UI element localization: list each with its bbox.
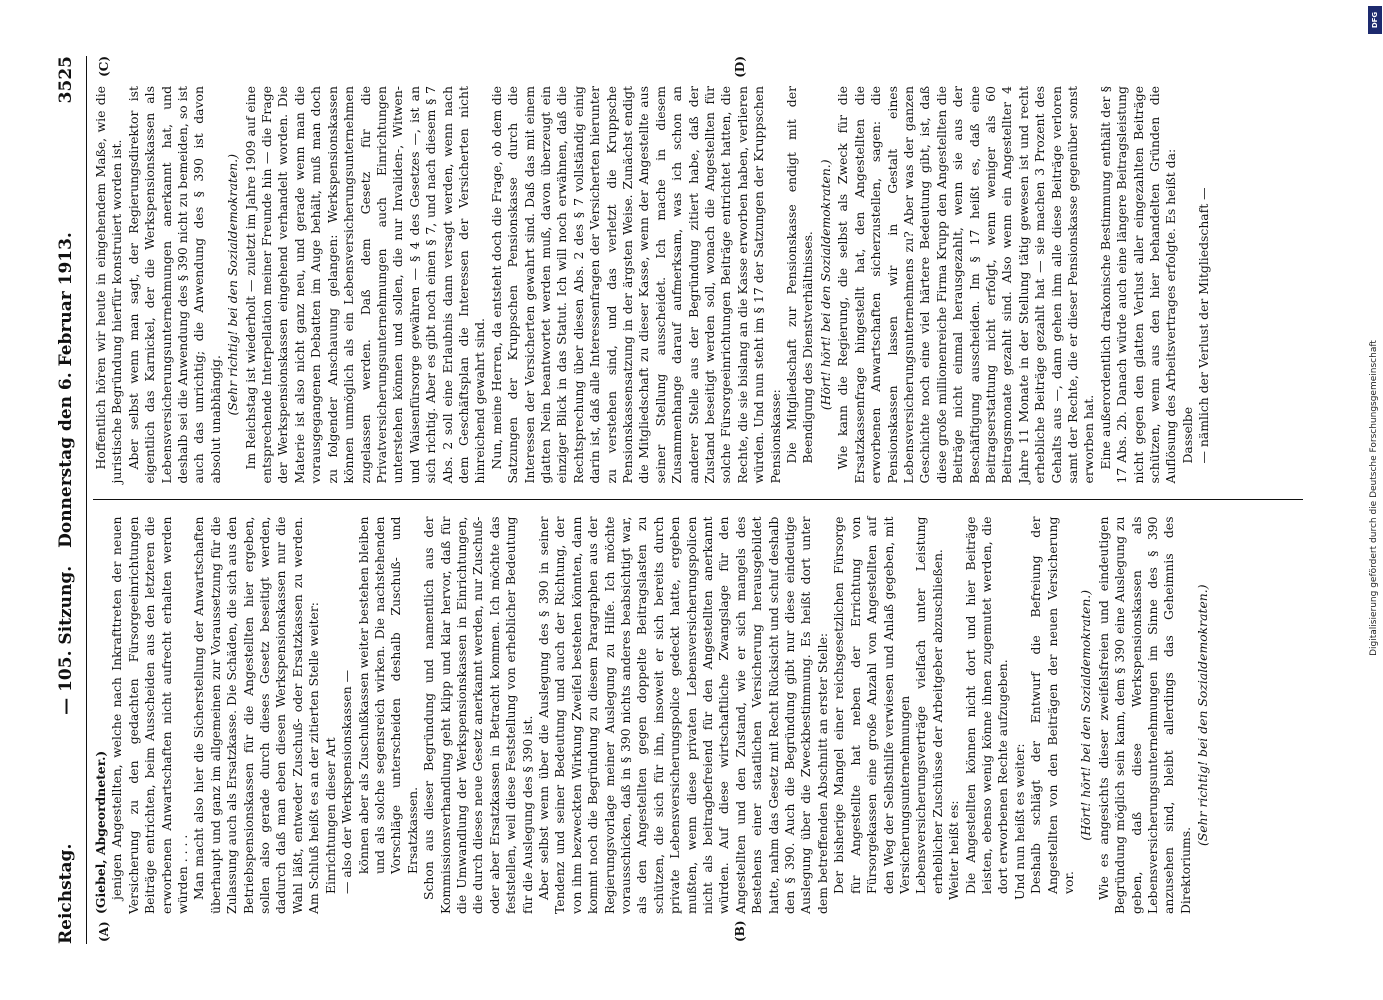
quoted-passage: Dasselbe [1179,406,1195,464]
paragraph: Aber selbst wenn über die Auslegung des § 390 in seiner Tendenz und seiner Bedeutung und auch der Richtung, der von ihm bezweckten Wirkung Zweifel bestehen könnten, dann kommt noch die Begründung zu diesem Paragraphen aus der Regierungsvorlage meiner Auslegung zu Hilfe. Ich möchte vorausschicken, daß in § 390 nichts anderes beabsichtigt war, als den Angestellten gegen doppelte Beitragslasten zu schützen, die sich für ihn, insoweit er sich bereits durch private Lebensversicherungspolice gedeckt hatte, ergeben mußten, wenn diese privaten Lebensversicherungspolicen nicht als beitragbefreiend für den Angestellten anerkannt würden. Auf diese wirtschaftliche Zwangslage für den Angestellten und den Zustand, wie er sich mangels des Bestehens einer staatlichen Versicherung herausgebildet hatte, nahm das Gesetz mit Recht Rücksicht und schuf deshalb den § 390. Auch die Begründung gibt nur diese eindeutige Auslegung über die Zweckbestimmung. Es heißt dort unter dem betreffenden Abschnitt an erster Stelle: [535,516,830,914]
quoted-passage: — nämlich der Verlust der Mitgliedschaft — [1195,187,1211,464]
speaker-line: (Giebel, Abgeordneter.) [92,750,108,914]
quoted-passage: Deshalb schlägt der Entwurf die Befreiung der Angestellten von den Beiträgen der neuen Versicherung vor. [1027,516,1076,894]
interjection: (Sehr richtig! bei den Sozialdemokraten.) [224,153,240,416]
header-rule [86,56,87,944]
margin-marker-d: (D) [732,56,747,78]
quoted-passage: können aber als Zuschußkassen weiter bestehen bleiben und als solche segensreich wirken. Die nachstehenden Vorschläge unterscheiden deshalb Zuschuß- und Ersatzkassen. [355,516,420,874]
quoted-passage: — also der Werkspensionskassen — [338,669,354,894]
dfg-logo [1368,6,1382,34]
paragraph: Aber selbst wenn man sagt, der Regierungsdirektor ist eigentlich das Karnickel, der die Werkspensionskassen als Lebensversicherungsunternehmungen anerkannt hat, und deshalb sei die Anwendung des § 390 nicht zu bemeiden, so ist auch das unrichtig; die Anwendung des § 390 ist davon absolut unabhängig. [125,86,223,484]
quoted-passage: Die Angestellten können nicht dort und hier Beiträge leisten, ebenso wenig könne ihnen zugemutet werden, die dort erworbenen Rechte aufzugeben. [962,516,1010,894]
quoted-passage: Einrichtungen dieser Art [322,737,338,894]
paragraph: Hoffentlich hören wir heute in eingehendem Maße, wie die juristische Begründung hierfür konstruiert worden ist. [92,86,124,484]
column-divider [93,500,1303,501]
interjection: (Hört! hört! bei den Sozialdemokraten.) [1077,589,1093,841]
header-center [56,103,76,843]
header-sitting: — 105. Sitzung. [55,565,76,715]
paragraph: Man macht also hier die Sicherstellung der Anwartschaften überhaupt und ganz im allgemeinen zur Voraussetzung für die Zulassung auch als Ersatzkasse. Die Schäden, die sich aus den Betriebspensionskassen für die Angestellten hier ergeben, sollen also gerade durch dieses Gesetz beseitigt werden, dadurch daß man eben diesen Werkspensionskassen nur die Wahl läßt, entweder Zuschuß- oder Ersatzkassen zu werden. Am Schluß heißt es an der zitierten Stelle weiter: [190,516,321,914]
paragraph: Weiter heißt es: [945,800,961,900]
stamp-text: Digitalisierung gefördert durch die Deutsche Forschungsgemeinschaft [1369,340,1379,656]
margin-marker-c: (C) [96,56,111,77]
paragraph: Wie es angesichts dieser zweifelsfreien und eindeutigen Begründung möglich sein kann, dem § 390 eine Auslegung zu geben, daß diese Werkspensionskassen als Lebensversicherungsunternehmungen im Sinne des § 390 anzusehen sind, bleibt allerdings das Geheimnis des Direktoriums. [1095,516,1193,914]
page-header [56,56,84,944]
paragraph: Und nun heißt es weiter: [1011,743,1027,900]
text-columns [93,56,1303,944]
digitization-stamp [1367,8,1381,988]
paragraph: Wie kann die Regierung, die selbst als Zweck für die Ersatzkassenfrage hingestellt hat, den Angestellten die erworbenen Anwartschaften sicherzustellen, sagen: die Pensionskassen lassen wir in Gestalt eines Lebensversicherungsunternehmens zu? Aber was der ganzen Geschichte noch eine viel härtere Bedeutung gibt, ist, daß diese große millionenreiche Firma Krupp den Angestellten die Beiträge nicht einmal herausgezahlt, wenn sie aus der Beschäftigung ausscheiden. Im § 17 heißt es, daß eine Beitragserstattung nicht erfolgt, wenn weniger als 60 Beitragsmonate gezahlt sind. Also wenn ein Angestellter 4 Jahre 11 Monate in der Stellung tätig gewesen ist und recht erhebliche Beiträge gezahlt hat — sie machen 3 Prozent des Gehalts aus —, dann gehen ihm alle diese Beiträge verloren samt der Rechte, die er dieser Pensionskasse gegenüber sonst erworben hat. [834,86,1096,484]
paragraph: Schon aus dieser Begründung und namentlich aus der Kommissionsverhandlung geht klipp und klar hervor, daß für die Umwandlung der Werkspensionskassen in Einrichtungen, die durch dieses neue Gesetz anerkannt werden, nur Zuschuß- oder aber Ersatzkassen in Betracht kommen. Ich möchte das feststellen, weil diese Feststellung von erheblicher Bedeutung für die Auslegung des § 390 ist. [420,516,535,914]
left-column [93,501,1303,945]
quoted-passage: Die Mitgliedschaft zur Pensionskasse endigt mit der Beendigung des Dienstverhältnisses. [783,86,815,464]
interjection: (Sehr richtig! bei den Sozialdemokraten.) [1194,584,1210,847]
header-left: Reichstag. [55,843,76,944]
paragraph: Nun, meine Herren, da entsteht doch die Frage, ob dem die Satzungen der Kruppschen Pensionskasse durch die Interessen der Versicherten gewahrt sind. Daß das mit einem glatten Nein beantwortet werden muß, davon überzeugt ein einziger Blick in das Statut. Ich will noch erwähnen, daß die Rechtsprechung über diesen Abs. 2 des § 7 vollständig einig darin ist, daß alle Interessenfragen der Versicherten hierunter zu verstehen sind, und das verletzt die Kruppsche Pensionskassensatzung in der ärgsten Weise. Zunächst endigt die Mitgliedschaft zu dieser Kasse, wenn der Angestellte aus seiner Stellung ausscheidet. Ich mache in diesem Zusammenhange darauf aufmerksam, was ich schon an anderer Stelle aus der Begründung zitiert habe, daß der Zustand beseitigt werden soll, wonach die Angestellten für solche Fürsorgeeinrichtungen Beiträge entrichtet hatten, die Rechte, die sie bislang an die Kasse erworben haben, verlieren würden. Und nun steht im § 17 der Satzungen der Kruppschen Pensionskasse: [488,86,783,484]
interjection: (Hört! hört! bei den Sozialdemokraten.) [817,159,833,411]
header-date: Donnerstag den 6. Februar 1913. [55,232,76,548]
margin-marker-b: (B) [732,920,747,942]
paragraph: jenigen Angestellten, welche nach Inkrafttreten der neuen Versicherung zu den gedachten Fürsorgeeinrichtungen Beiträge entrichten, beim Ausscheiden aus den letzteren die erworbenen Anwartschaften nicht aufrecht erhalten werden würden . . . . [108,516,190,914]
dfg-logo-text: DFG [1371,11,1379,29]
margin-marker-a: (A) [96,921,111,942]
paragraph: Eine außerordentlich drakonische Bestimmung enthält der § 17 Abs. 2b. Danach würde auch eine längere Beitragsleistung nicht gegen den glatten Verlust aller eingezahlten Beiträge schützen, wenn aus den hier behandelten Gründen die Auflösung des Arbeitsvertrages erfolgte. Es heißt da: [1097,86,1178,484]
quoted-passage: Der bisherige Mangel einer reichsgesetzlichen Fürsorge für Angestellte hat neben der Errichtung von Fürsorgekassen eine große Anzahl von Angestellten auf den Weg der Selbsthilfe verwiesen und Anlaß gegeben, mit Versicherungsunternehmungen Lebensversicherungsverträge vielfach unter Leistung erheblicher Zuschüsse der Arbeitgeber abzuschließen. [830,516,945,894]
page-number: 3525 [55,56,76,104]
paragraph: Im Reichstag ist wiederholt — zuletzt im Jahre 1909 auf eine entsprechende Interpellation meiner Freunde hin — die Frage der Werkspensionskassen eingehend verhandelt worden. Die Materie ist also nicht ganz neu, und gerade wenn man die vorausgegangenen Debatten im Auge behält, muß man doch zu folgender Anschauung gelangen: Werkspensionskassen können unmöglich als ein Lebensversicherungsunternehmen zugelassen werden. Daß dem Gesetz für die Privatversicherungsunternehmungen auch Einrichtungen unterstehen können und sollen, die nur Invaliden-, Witwen- und Waisenfürsorge gewähren — § 4 des Gesetzes —, ist an sich richtig. Aber es gibt noch einen § 7, und nach diesem § 7 Abs. 2 soll eine Erlaubnis dann versagt werden, wenn nach dem Geschäftsplan die Interessen der Versicherten nicht hinreichend gewahrt sind. [242,86,487,484]
scanned-page [42,30,1342,970]
right-column [93,56,1303,500]
